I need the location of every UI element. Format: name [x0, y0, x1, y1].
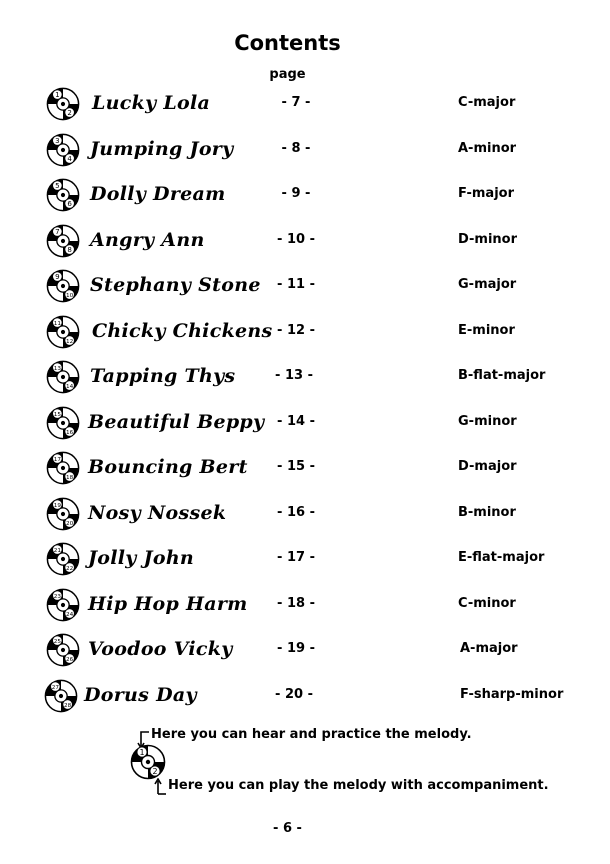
song-title: Jumping Jory [90, 138, 234, 160]
track-number-bottom: 24 [66, 612, 74, 619]
cd-icon [46, 588, 80, 622]
contents-entry [0, 87, 610, 127]
song-title: Lucky Lola [92, 92, 211, 114]
track-number-bottom: 28 [64, 703, 72, 710]
track-number-top: 21 [53, 548, 61, 555]
song-title: Beautiful Beppy [88, 411, 265, 433]
track-number-top: 5 [55, 181, 60, 191]
contents-entry [0, 315, 610, 355]
contents-entry [0, 588, 610, 628]
legend-track-top: 1 [139, 748, 145, 757]
song-page: - 10 - [277, 232, 315, 247]
track-number-top: 17 [53, 457, 61, 464]
song-page: - 19 - [277, 641, 315, 656]
contents-entry [0, 497, 610, 537]
page-title: Contents [234, 31, 341, 55]
song-key: C-minor [458, 596, 516, 611]
song-key: D-major [458, 459, 517, 474]
track-number-top: 25 [53, 639, 61, 646]
song-title: Nosy Nossek [88, 502, 227, 524]
track-number-bottom: 12 [66, 339, 74, 346]
track-number-top: 23 [53, 594, 61, 601]
track-number-bottom: 18 [66, 475, 74, 482]
track-number-bottom: 26 [66, 657, 74, 664]
song-title: Stephany Stone [90, 274, 261, 296]
legend-practice-text: Here you can hear and practice the melody. [151, 727, 472, 742]
song-page: - 17 - [277, 550, 315, 565]
track-number-bottom: 22 [66, 566, 74, 573]
cd-icon [46, 542, 80, 576]
song-key: D-minor [458, 232, 518, 247]
song-page: - 15 - [277, 459, 315, 474]
song-key: E-flat-major [458, 550, 545, 565]
cd-icon [46, 451, 80, 485]
song-page: - 12 - [277, 323, 315, 338]
track-number-top: 15 [53, 412, 61, 419]
song-page: - 20 - [275, 687, 313, 702]
song-title: Voodoo Vicky [88, 638, 233, 660]
song-key: C-major [458, 95, 516, 110]
cd-icon [46, 497, 80, 531]
track-number-top: 3 [55, 136, 60, 146]
track-number-top: 11 [53, 321, 61, 328]
song-page: - 18 - [277, 596, 315, 611]
song-page: - 16 - [277, 505, 315, 520]
cd-icon [46, 133, 80, 167]
contents-entry [0, 633, 610, 673]
song-key: E-minor [458, 323, 515, 338]
contents-entry [0, 360, 610, 400]
track-number-bottom: 4 [67, 154, 72, 164]
track-number-bottom: 16 [66, 430, 74, 437]
cd-icon [46, 315, 80, 349]
song-key: G-minor [458, 414, 517, 429]
track-number-bottom: 14 [66, 384, 74, 391]
song-key: G-major [458, 277, 517, 292]
cd-icon [130, 744, 166, 780]
contents-entry [0, 269, 610, 309]
page-column-label: page [269, 67, 306, 82]
song-title: Jolly John [88, 547, 195, 569]
song-page: - 8 - [281, 141, 311, 156]
song-page: - 7 - [281, 95, 311, 110]
song-key: B-minor [458, 505, 516, 520]
track-number-bottom: 10 [66, 293, 74, 300]
cd-icon [46, 360, 80, 394]
song-key: A-minor [458, 141, 517, 156]
song-title: Dolly Dream [90, 183, 226, 205]
track-number-top: 27 [51, 685, 59, 692]
cd-icon [46, 178, 80, 212]
contents-entry [0, 406, 610, 446]
track-number-top: 7 [55, 227, 60, 237]
arrow-up-icon [154, 778, 168, 796]
contents-entry [0, 224, 610, 264]
song-title: Chicky Chickens [92, 320, 273, 342]
song-key: F-sharp-minor [460, 687, 564, 702]
song-page: - 13 - [275, 368, 313, 383]
track-number-top: 1 [55, 90, 60, 100]
cd-icon [46, 269, 80, 303]
song-page: - 14 - [277, 414, 315, 429]
legend-track-bottom: 2 [152, 767, 158, 776]
song-title: Angry Ann [90, 229, 205, 251]
track-number-bottom: 8 [67, 245, 72, 255]
cd-icon [46, 406, 80, 440]
page-number: - 6 - [273, 821, 302, 836]
contents-entry [0, 178, 610, 218]
cd-icon [46, 87, 80, 121]
song-title: Bouncing Bert [88, 456, 248, 478]
track-number-top: 9 [55, 272, 60, 282]
song-key: B-flat-major [458, 368, 546, 383]
legend-accompaniment-text: Here you can play the melody with accompaniment. [168, 778, 549, 793]
track-number-top: 19 [53, 503, 61, 510]
cd-icon [44, 679, 78, 713]
contents-entry [0, 133, 610, 173]
track-number-bottom: 6 [67, 199, 72, 209]
song-title: Dorus Day [84, 684, 197, 706]
song-title: Hip Hop Harm [88, 593, 248, 615]
song-key: F-major [458, 186, 514, 201]
contents-entry [0, 451, 610, 491]
track-number-bottom: 2 [67, 108, 72, 118]
song-key: A-major [460, 641, 518, 656]
track-number-bottom: 20 [66, 521, 74, 528]
contents-entry [0, 679, 610, 719]
song-page: - 11 - [277, 277, 315, 292]
cd-icon [46, 633, 80, 667]
song-page: - 9 - [281, 186, 311, 201]
track-number-top: 13 [53, 366, 61, 373]
song-title: Tapping Thys [90, 365, 236, 387]
cd-icon [46, 224, 80, 258]
contents-entry [0, 542, 610, 582]
